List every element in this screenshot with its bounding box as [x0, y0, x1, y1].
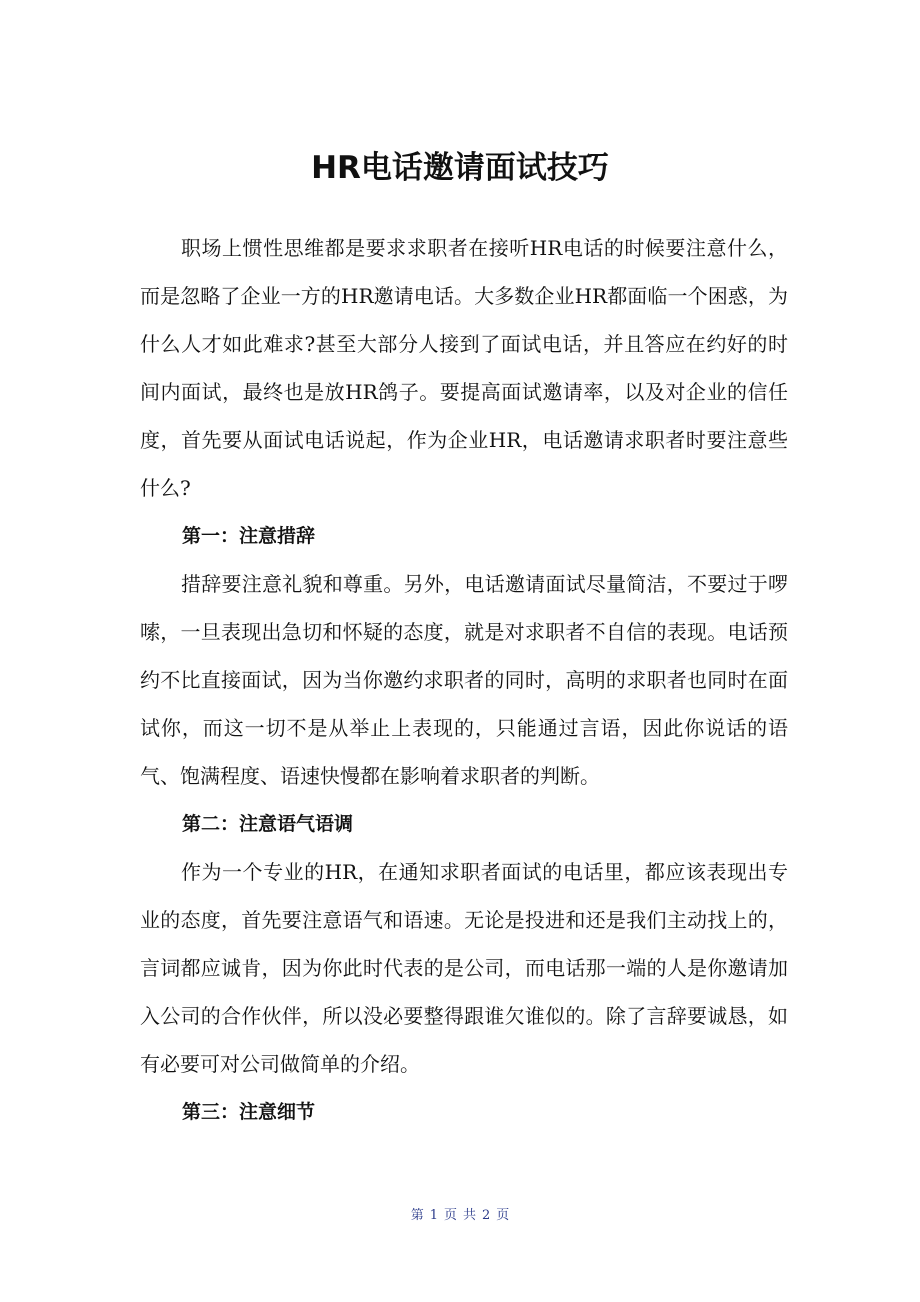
footer-suffix: 页 — [496, 1208, 510, 1223]
footer-total-pages: 2 — [482, 1208, 491, 1223]
section-heading-1: 第一：注意措辞 — [182, 525, 316, 547]
footer-total-prefix: 共 — [463, 1208, 477, 1223]
footer-current-page: 1 — [429, 1208, 438, 1223]
section-heading-2: 第二：注意语气语调 — [182, 813, 354, 835]
intro-paragraph: 职场上惯性思维都是要求求职者在接听HR电话的时候要注意什么，而是忽略了企业一方的HR邀请电话。大多数企业HR都面临一个困惑，为什么人才如此难求?甚至大部分人接到了面试电话，并且答应在约好的时间内面试，最终也是放HR鸽子。要提高面试邀请率，以及对企业的信任度，首先要从面试电话说起，作为企业HR，电话邀请求职者时要注意些什么? — [140, 236, 788, 500]
page-footer — [0, 1206, 920, 1226]
section-heading-3: 第三：注意细节 — [182, 1101, 316, 1123]
section-body-1: 措辞要注意礼貌和尊重。另外，电话邀请面试尽量简洁，不要过于啰嗦，一旦表现出急切和怀疑的态度，就是对求职者不自信的表现。电话预约不比直接面试，因为当你邀约求职者的同时，高明的求职者也同时在面试你，而这一切不是从举止上表现的，只能通过言语，因此你说话的语气、饱满程度、语速快慢都在影响着求职者的判断。 — [140, 572, 788, 788]
document-title: HR电话邀请面试技巧 — [311, 150, 609, 186]
footer-page-word: 页 — [443, 1208, 457, 1223]
section-body-2: 作为一个专业的HR，在通知求职者面试的电话里，都应该表现出专业的态度，首先要注意语气和语速。无论是投进和还是我们主动找上的，言词都应诚肯，因为你此时代表的是公司，而电话那一端的人是你邀请加入公司的合作伙伴，所以没必要整得跟谁欠谁似的。除了言辞要诚恳，如有必要可对公司做简单的介绍。 — [140, 860, 788, 1076]
footer-prefix: 第 — [410, 1208, 424, 1223]
document-body — [140, 224, 788, 1136]
